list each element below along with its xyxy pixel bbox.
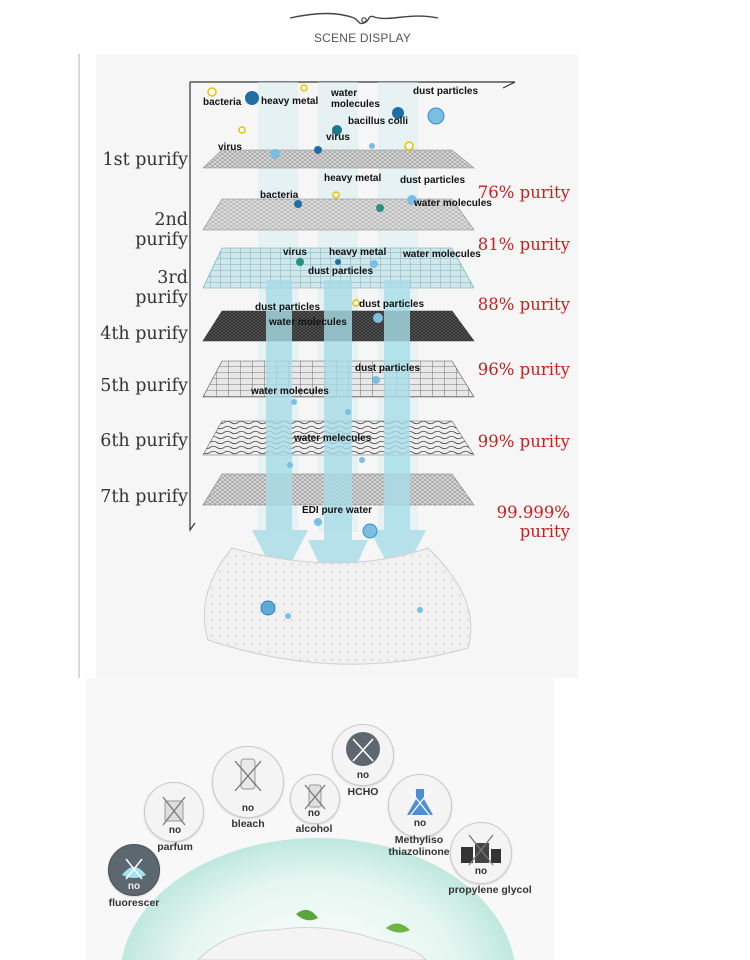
stage-label-6: 6th purify [100,431,188,451]
tag-dust-particles: dust particles [308,266,374,277]
fluorescer-label: fluorescer [108,897,160,909]
tag-edi-pure-water: EDI pure water [302,505,373,516]
bleach-no: no [241,803,255,814]
tag-bacillus-colli: bacillus colli [348,116,409,127]
tag-heavy-metal: heavy metal [329,247,387,258]
methylisothiazolinone-no: no [413,818,427,829]
propylene-glycol-no: no [474,866,488,877]
tag-water-molecules: water molecules [403,249,481,260]
purity-label-7: 99.999% purity [496,503,570,541]
tag-dust-particles: dust particles [400,175,466,186]
tag-heavy-metal: heavy metal [261,96,319,107]
alcohol-no: no [307,808,321,819]
tag-water-molecules: water melecules [294,433,372,444]
stage-label-2: 2nd purify [135,210,188,250]
stage-label-4: 4th purify [100,324,188,344]
bleach-label: bleach [231,818,265,830]
tag-dust-particles: dust particles [255,302,321,313]
purity-label-2: 76% purity [477,183,570,202]
tag-virus: virus [218,142,242,153]
tag-virus: virus [326,132,350,143]
wet-wipe-sheet [204,548,471,664]
hcho-label: HCHO [347,786,379,798]
methylisothiazolinone-label: Methyliso thiazolinone [388,834,450,858]
stage-label-7: 7th purify [100,487,188,507]
tag-water-molecules: water molecules [251,386,329,397]
parfum-label: parfum [157,841,193,853]
tag-bacteria: bacteria [203,97,242,108]
tag-water-molecules: water molecules [414,198,492,209]
purity-label-3: 81% purity [477,235,570,254]
parfum-no: no [168,825,182,836]
free-from-panel [86,678,554,960]
fluorescer-no: no [127,881,141,892]
stage-label-5: 5th purify [100,376,188,396]
tag-dust-particles: dust particles [359,299,425,310]
tag-water-molecules: water molecules [269,317,347,328]
stage-label-3: 3rd purify [135,268,188,308]
purity-label-6: 99% purity [477,432,570,451]
filter-layer-1 [203,150,474,168]
purity-label-4: 88% purity [477,295,570,314]
propylene-glycol-label: propylene glycol [448,884,532,896]
tag-dust-particles: dust particles [355,363,421,374]
scene-display-title: SCENE DISPLAY [313,31,412,45]
stage-label-1: 1st purify [102,150,188,170]
tag-virus: virus [283,247,307,258]
tag-water-molecules: water molecules [331,88,380,110]
tag-heavy-metal: heavy metal [324,173,382,184]
hcho-no: no [356,770,370,781]
purity-label-5: 96% purity [477,360,570,379]
alcohol-label: alcohol [295,823,333,835]
tag-bacteria: bacteria [260,190,299,201]
tag-dust-particles: dust particles [413,86,479,97]
